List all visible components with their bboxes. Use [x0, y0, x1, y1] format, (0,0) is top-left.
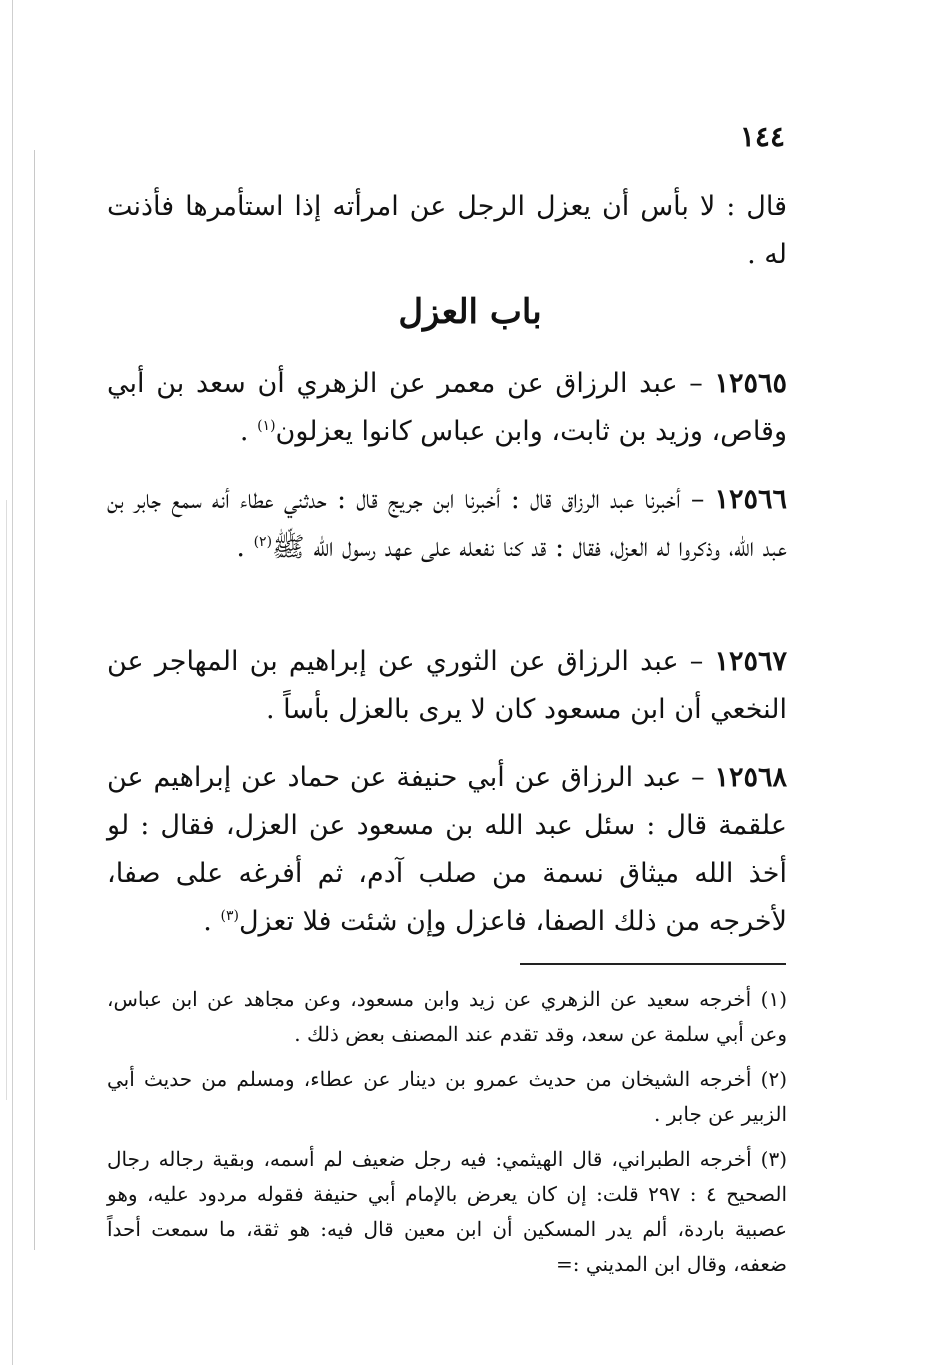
hadith-paragraph: [107, 360, 787, 456]
hadith-number: ١٢٥٦٨: [714, 762, 787, 793]
footnote-ref: (٣): [220, 908, 239, 924]
continuation-line: قال : لا بأس أن يعزل الرجل عن امرأته إذا استأمرها فأذنت له .: [107, 191, 787, 270]
hadith-paragraph: [107, 476, 787, 572]
page-number: ١٤٤: [739, 120, 785, 153]
chapter-title: باب العزل: [398, 292, 542, 332]
footnote: (٢) أخرجه الشيخان من حديث عمرو بن دينار عن عطاء، ومسلم من حديث أبي الزبير عن جابر .: [107, 1067, 787, 1126]
hadith-number: ١٢٥٦٧: [714, 646, 787, 677]
hadith-text: – عبد الرزاق عن معمر عن الزهري أن سعد بن أبي وقاص، وزيد بن ثابت، وابن عباس كانوا يعزلون: [107, 368, 787, 447]
footnote-ref: (٢): [253, 534, 273, 550]
sentence-end: .: [265, 694, 284, 725]
hadith-paragraph: [107, 754, 787, 946]
footnote-ref: (١): [257, 418, 276, 434]
sentence-end: .: [203, 906, 221, 937]
footnotes-section: [107, 982, 787, 1292]
footnote-divider: [520, 963, 786, 965]
sentence-end: .: [236, 532, 254, 563]
hadith-text: – عبد الرزاق عن أبي حنيفة عن حماد عن إبراهيم عن علقمة قال : سئل عبد الله بن مسعود عن العزل، فقال : لو أخذ الله ميثاق نسمة من صلب آدم، ثم أفرغه على صفا، لأخرجه من ذلك الصفا، فاعزل وإن شئت فلا تعزل: [107, 762, 787, 937]
scan-margin-line: [12, 0, 13, 1365]
hadith-text: – أخبرنا عبد الرزاق قال : أخبرنا ابن جريج قال : حدثني عطاء أنه سمع جابر بن عبد الله، وذكروا له العزل، فقال : قد كنا نفعله على عهد رسول الله ﷺ: [107, 484, 787, 563]
footnote: (٣) أخرجه الطبراني، قال الهيثمي: فيه رجل ضعيف لم أسمه، وبقية رجاله رجال الصحيح ٤ : ٢٩٧ قلت: إن كان يعرض بالإمام أبي حنيفة فقوله مردود عليه، وهو عصبية باردة، ألم يدر المسكين أن ابن معين قال فيه: هو ثقة، ما سمعت أحداً ضعفه، وقال ابن المديني :=: [107, 1147, 787, 1276]
hadith-text: – عبد الرزاق عن الثوري عن إبراهيم بن المهاجر عن النخعي أن ابن مسعود كان لا يرى بالعزل بأساً: [107, 646, 787, 725]
hadith-number: ١٢٥٦٦: [714, 484, 787, 515]
hadith-number: ١٢٥٦٥: [714, 368, 787, 399]
footnote: (١) أخرجه سعيد عن الزهري عن زيد وابن مسعود، وعن مجاهد عن ابن عباس، وعن أبي سلمة عن سعد، وقد تقدم عند المصنف بعض ذلك .: [107, 987, 787, 1046]
scan-margin-line: [6, 500, 7, 1100]
hadith-paragraph: [107, 638, 787, 734]
sentence-end: .: [239, 416, 258, 447]
